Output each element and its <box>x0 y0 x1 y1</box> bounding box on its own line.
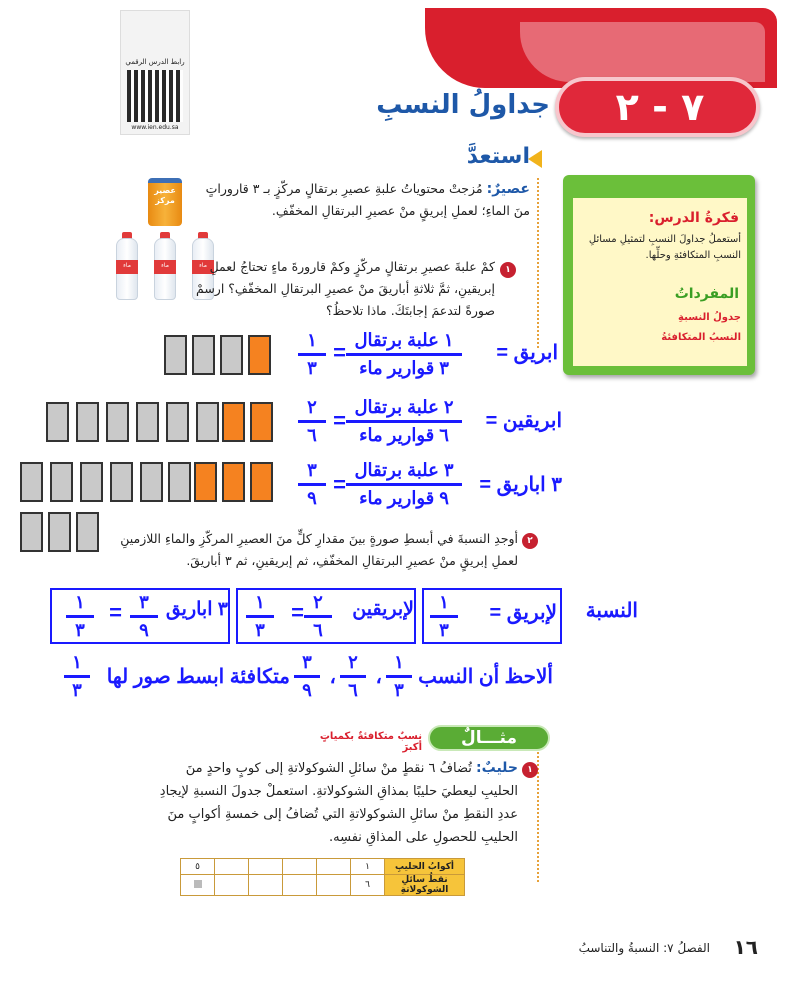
hw-row3-fraction <box>346 460 462 509</box>
hw-row1-rden: ٣ <box>307 358 317 378</box>
hw-conclusion-num: ٣ <box>302 652 312 672</box>
hw-row2-rden: ٦ <box>307 425 317 445</box>
water-box <box>136 402 159 442</box>
water-box <box>48 512 71 552</box>
table-row-label: نقطُ سائلِ الشوكولاتةِ <box>385 875 465 896</box>
hw-box2-num2: ١ <box>255 592 265 612</box>
example-subtitle: نسبٌ متكافئةٌ بكمياتٍ أكبرَ <box>319 731 422 753</box>
example-text: تُضافُ ٦ نقطٍ منْ سائلِ الشوكولاتةِ إلى كوبٍ واحدٍ منَ الحليبِ ليعطيَ حليبًا بمذاقِ الشوكولاتةِ. استعملْ جدولَ النسبةِ لإيجادِ عددِ النقطِ منْ سائلِ الشوكولاتةِ التي تُضافُ إلى خمسةِ أكوابٍ منَ الحليبِ للحصولِ على المذاقِ نفسِه. <box>159 761 518 845</box>
water-box <box>164 335 187 375</box>
qr-label: رابط الدرس الرقمي <box>125 58 185 66</box>
hw-conclusion-den: ٣ <box>394 680 404 700</box>
water-box <box>80 462 103 502</box>
hw-box3-num1: ٣ <box>139 592 149 612</box>
hw-conclusion-sep: ، <box>375 666 382 688</box>
hw-box3-frac2 <box>66 592 94 641</box>
juice-box <box>250 402 273 442</box>
hw-box3-den2: ٣ <box>75 620 85 640</box>
bottle-label: ماء <box>199 262 207 269</box>
hw-box2-eq: = <box>291 600 304 625</box>
fraction-bar <box>340 675 366 678</box>
hw-row1-eq: = <box>333 340 346 365</box>
fraction-bar <box>304 615 332 618</box>
water-box <box>166 402 189 442</box>
hw-box3-den1: ٩ <box>139 620 149 640</box>
hw-conclusion-frac <box>340 652 366 701</box>
hw-row2-num: ٢ علبة برتقال <box>354 397 454 417</box>
example-keyword: حليبٌ: <box>476 760 518 776</box>
hw-box3-frac1 <box>130 592 158 641</box>
table-cell <box>215 875 249 896</box>
table-cell-unknown <box>181 875 215 896</box>
table-cell <box>283 859 317 875</box>
fraction-bar <box>294 675 320 678</box>
hw-conclusion-text: ألاحظ أن النسب <box>418 666 553 688</box>
hw-row3-rnum: ٣ <box>307 460 317 480</box>
hw-row2-rnum: ٢ <box>307 397 317 417</box>
intro-keyword: عصيرٌ: <box>486 181 530 197</box>
fraction-bar <box>130 615 158 618</box>
hw-conclusion-num: ٢ <box>348 652 358 672</box>
hw-row3-num: ٣ علبة برتقال <box>354 460 454 480</box>
table-cell <box>249 875 283 896</box>
hw-row2-simple <box>298 397 326 446</box>
intro-text: مُزجتْ محتوياتُ علبةِ عصيرِ برتقالٍ مركّزٍ بـ ٣ قاروراتٍ منَ الماءِ؛ لعملِ إبريقٍ منْ عصيرِ البرتقالِ المخفّفِ. <box>205 181 530 218</box>
water-box <box>140 462 163 502</box>
water-box <box>196 402 219 442</box>
water-box <box>50 462 73 502</box>
question2-text: أوجدِ النسبةَ في أبسطِ صورةٍ بينَ مقدارِ كلٍّ منَ العصيرِ المركّزِ والماءِ اللازمينِ لعملِ إبريقٍ منْ عصيرِ البرتقالِ المخفّفِ، ثم إبريقينِ، ثم ٣ أباريقَ. <box>120 531 518 568</box>
fraction-bar <box>346 420 462 423</box>
hw-box2-frac2 <box>246 592 274 641</box>
fraction-bar <box>246 615 274 618</box>
section-triangle-icon <box>528 150 542 168</box>
water-box <box>220 335 243 375</box>
hw-box3-eq: = <box>109 600 122 625</box>
water-box <box>76 402 99 442</box>
table-cell: ٥ <box>181 859 215 875</box>
water-box <box>168 462 191 502</box>
hw-conclusion-frac <box>386 652 412 701</box>
fraction-bar <box>298 420 326 423</box>
vocab-title: المفرداتُ <box>674 286 739 302</box>
hw-row2-label: ابريقين = <box>485 410 562 432</box>
bottle-label: ماء <box>161 262 169 269</box>
hw-row3-rden: ٩ <box>307 488 317 508</box>
water-box <box>20 462 43 502</box>
fraction-bar <box>298 483 326 486</box>
hw-row2-eq: = <box>333 408 346 433</box>
header-banner-accent <box>520 22 765 82</box>
hw-conclusion-num: ١ <box>72 652 82 672</box>
hw-row3-den: ٩ قوارير ماء <box>359 488 449 508</box>
question-number-badge: ٢ <box>522 533 538 549</box>
fraction-bar <box>64 675 90 678</box>
juice-box <box>248 335 271 375</box>
question-number-badge: ١ <box>522 762 538 778</box>
hw-box2-den2: ٣ <box>255 620 265 640</box>
qr-code-icon[interactable] <box>127 70 183 122</box>
water-box <box>106 402 129 442</box>
lesson-title: جداولُ النسبِ <box>376 90 550 120</box>
lesson-idea-text: أستعملُ جداولَ النسبِ لتمثيلِ مسائلِ النسبِ المتكافئةِ وحلِّها. <box>588 234 741 261</box>
hw-box2-label: لإبريقين <box>352 599 414 620</box>
hw-row2-fraction <box>346 397 462 446</box>
juice-box <box>250 462 273 502</box>
vocab-item: جدولُ النسبةِ <box>678 312 741 323</box>
hw-conclusion-den: ٦ <box>348 680 358 700</box>
hw-box1-label: لإبريق = <box>489 602 557 624</box>
table-cell: ١ <box>351 859 385 875</box>
hw-conclusion-den: ٣ <box>72 680 82 700</box>
water-box <box>192 335 215 375</box>
chapter-title: الفصلُ ٧: النسبةُ والتناسبُ <box>578 941 710 955</box>
water-box <box>46 402 69 442</box>
example-badge: مثـــالٌ <box>428 725 550 751</box>
ratio-table <box>180 858 465 896</box>
water-box <box>76 512 99 552</box>
hw-box3-label: ٣ اباريق <box>165 599 228 620</box>
table-cell: ٦ <box>351 875 385 896</box>
hw-row1-label: ابريق = <box>496 342 558 364</box>
hw-box2-frac1 <box>304 592 332 641</box>
fraction-bar <box>346 483 462 486</box>
hw-box1-den: ٣ <box>439 620 449 640</box>
hw-conclusion-num: ١ <box>394 652 404 672</box>
hw-box1-num: ١ <box>439 592 449 612</box>
hw-conclusion-sep: ، <box>329 666 336 688</box>
hw-box3-num2: ١ <box>75 592 85 612</box>
hw-row1-fraction <box>346 330 462 379</box>
hw-box1-fraction <box>430 592 458 641</box>
juice-can-label: عصير مركز <box>154 186 176 205</box>
table-row <box>181 875 465 896</box>
hw-conclusion-den: ٩ <box>302 680 312 700</box>
hw-box2-num1: ٢ <box>313 592 323 612</box>
intro-paragraph <box>200 178 530 222</box>
hw-row1-rnum: ١ <box>307 330 317 350</box>
lesson-number: ٧ - ٢ <box>615 85 705 129</box>
table-cell <box>317 875 351 896</box>
hw-box2-den1: ٦ <box>313 620 323 640</box>
unknown-marker-icon <box>194 880 202 888</box>
table-row <box>181 859 465 875</box>
hw-conclusion-frac <box>294 652 320 701</box>
table-row-label: أكوابُ الحليبِ <box>385 859 465 875</box>
hw-conclusion-final <box>64 652 90 701</box>
bottle-label: ماء <box>123 262 131 269</box>
margin-dotted-line <box>537 178 539 348</box>
hw-row1-den: ٣ قوارير ماء <box>359 358 449 378</box>
juice-box <box>222 462 245 502</box>
hw-ratio-label: النسبة <box>585 600 638 622</box>
hw-row3-simple <box>298 460 326 509</box>
section-title: استعدَّ <box>466 144 530 169</box>
hw-row3-label: ٣ اباريق = <box>479 474 562 496</box>
hw-conclusion-end: متكافئة ابسط صور لها <box>106 666 290 688</box>
table-cell <box>283 875 317 896</box>
juice-box <box>194 462 217 502</box>
water-box <box>110 462 133 502</box>
table-cell <box>249 859 283 875</box>
question1-text: كمْ علبةَ عصيرِ برتقالٍ مركّزٍ وكمْ قارورةَ ماءٍ تحتاجُ لعملِ إبريقينِ، ثمَّ ثلاثةِ أباريقَ منْ عصيرِ البرتقالِ المخفّفِ؟ ارسمْ صورةً لتدعمَ إجابتَكَ. ماذا تلاحظُ؟ <box>196 259 495 318</box>
hw-row3-eq: = <box>333 472 346 497</box>
juice-box <box>222 402 245 442</box>
water-box <box>20 512 43 552</box>
question-number-badge: ١ <box>500 262 516 278</box>
hw-row1-num: ١ علبة برتقال <box>354 330 454 350</box>
hw-row1-simple <box>298 330 326 379</box>
fraction-bar <box>346 353 462 356</box>
table-cell <box>317 859 351 875</box>
example-paragraph <box>150 757 518 849</box>
fraction-bar <box>66 615 94 618</box>
hw-row2-den: ٦ قوارير ماء <box>359 425 449 445</box>
fraction-bar <box>386 675 412 678</box>
qr-url[interactable]: www.ien.edu.sa <box>131 124 179 131</box>
page-number: ١٦ <box>733 935 758 959</box>
fraction-bar <box>298 353 326 356</box>
lesson-idea-title: فكرةُ الدرس: <box>648 210 739 226</box>
table-cell <box>215 859 249 875</box>
vocab-item: النسبُ المتكافئةُ <box>661 332 741 343</box>
fraction-bar <box>430 615 458 618</box>
